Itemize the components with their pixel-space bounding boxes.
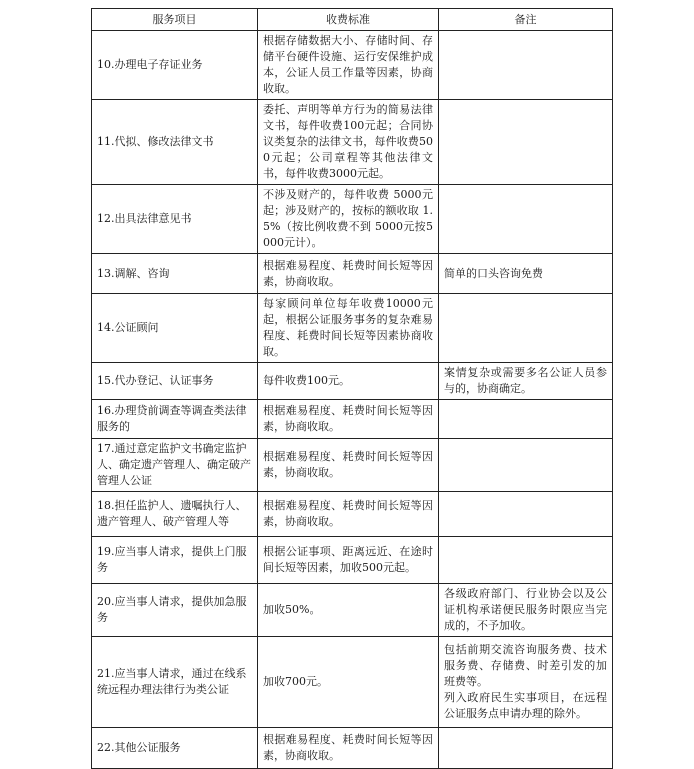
service-item-cell: 21.应当事人请求，通过在线系统远程办理法律行为类公证 (92, 637, 258, 728)
note-cell (439, 100, 613, 185)
fee-cell: 加收50%。 (258, 584, 439, 637)
service-item-cell: 17.通过意定监护文书确定监护人、确定遗产管理人、确定破产管理人公证 (92, 439, 258, 492)
fee-cell: 根据公证事项、距离远近、在途时间长短等因素，加收500元起。 (258, 537, 439, 584)
service-item-cell: 10.办理电子存证业务 (92, 31, 258, 100)
note-cell (439, 185, 613, 254)
note-cell: 各级政府部门、行业协会以及公证机构承诺便民服务时限应当完成的，不予加收。 (439, 584, 613, 637)
fee-table-container (91, 8, 612, 769)
service-item-cell: 20.应当事人请求，提供加急服务 (92, 584, 258, 637)
header-service-item: 服务项目 (92, 9, 258, 31)
service-item-cell: 22.其他公证服务 (92, 728, 258, 769)
note-cell (439, 31, 613, 100)
table-row (92, 400, 613, 439)
table-row (92, 537, 613, 584)
table-row (92, 100, 613, 185)
fee-cell: 根据难易程度、耗费时间长短等因素，协商收取。 (258, 728, 439, 769)
service-item-cell: 18.担任监护人、遗嘱执行人、遗产管理人、破产管理人等 (92, 492, 258, 537)
table-row (92, 584, 613, 637)
fee-cell: 委托、声明等单方行为的简易法律文书，每件收费100元起；合同协议类复杂的法律文书，每件收费500元起；公司章程等其他法律文书，每件收费3000元起。 (258, 100, 439, 185)
note-cell (439, 400, 613, 439)
fee-cell: 不涉及财产的，每件收费 5000元起；涉及财产的，按标的额收取 1.5%（按比例收费不到 5000元按5000元计）。 (258, 185, 439, 254)
fee-cell: 根据难易程度、耗费时间长短等因素，协商收取。 (258, 400, 439, 439)
fee-cell: 根据难易程度、耗费时间长短等因素，协商收取。 (258, 439, 439, 492)
note-cell: 案情复杂或需要多名公证人员参与的，协商确定。 (439, 363, 613, 400)
service-item-cell: 19.应当事人请求，提供上门服务 (92, 537, 258, 584)
table-row (92, 728, 613, 769)
fee-cell: 每件收费100元。 (258, 363, 439, 400)
service-item-cell: 13.调解、咨询 (92, 254, 258, 294)
service-item-cell: 16.办理贷前调查等调查类法律服务的 (92, 400, 258, 439)
service-item-cell: 14.公证顾问 (92, 294, 258, 363)
table-row (92, 185, 613, 254)
note-cell (439, 294, 613, 363)
header-remarks: 备注 (439, 9, 613, 31)
fee-cell: 加收700元。 (258, 637, 439, 728)
fee-cell: 根据难易程度、耗费时间长短等因素，协商收取。 (258, 492, 439, 537)
table-row (92, 492, 613, 537)
service-item-cell: 15.代办登记、认证事务 (92, 363, 258, 400)
note-cell (439, 728, 613, 769)
table-row (92, 363, 613, 400)
table-row (92, 294, 613, 363)
note-cell: 简单的口头咨询免费 (439, 254, 613, 294)
fee-table (91, 8, 613, 769)
table-row (92, 31, 613, 100)
note-cell: 包括前期交流咨询服务费、技术服务费、存储费、时差引发的加班费等。 列入政府民生实事项目，在远程公证服务点申请办理的除外。 (439, 637, 613, 728)
service-item-cell: 12.出具法律意见书 (92, 185, 258, 254)
table-row (92, 637, 613, 728)
fee-cell: 根据难易程度、耗费时间长短等因素，协商收取。 (258, 254, 439, 294)
fee-cell: 每家顾问单位每年收费10000元起，根据公证服务事务的复杂难易程度、耗费时间长短等因素协商收取。 (258, 294, 439, 363)
table-row (92, 254, 613, 294)
note-cell (439, 492, 613, 537)
fee-cell: 根据存储数据大小、存储时间、存储平台硬件设施、运行安保维护成本，公证人员工作量等因素，协商收取。 (258, 31, 439, 100)
note-cell (439, 537, 613, 584)
header-fee-standard: 收费标准 (258, 9, 439, 31)
note-cell (439, 439, 613, 492)
service-item-cell: 11.代拟、修改法律文书 (92, 100, 258, 185)
table-row (92, 439, 613, 492)
header-row (92, 9, 613, 31)
